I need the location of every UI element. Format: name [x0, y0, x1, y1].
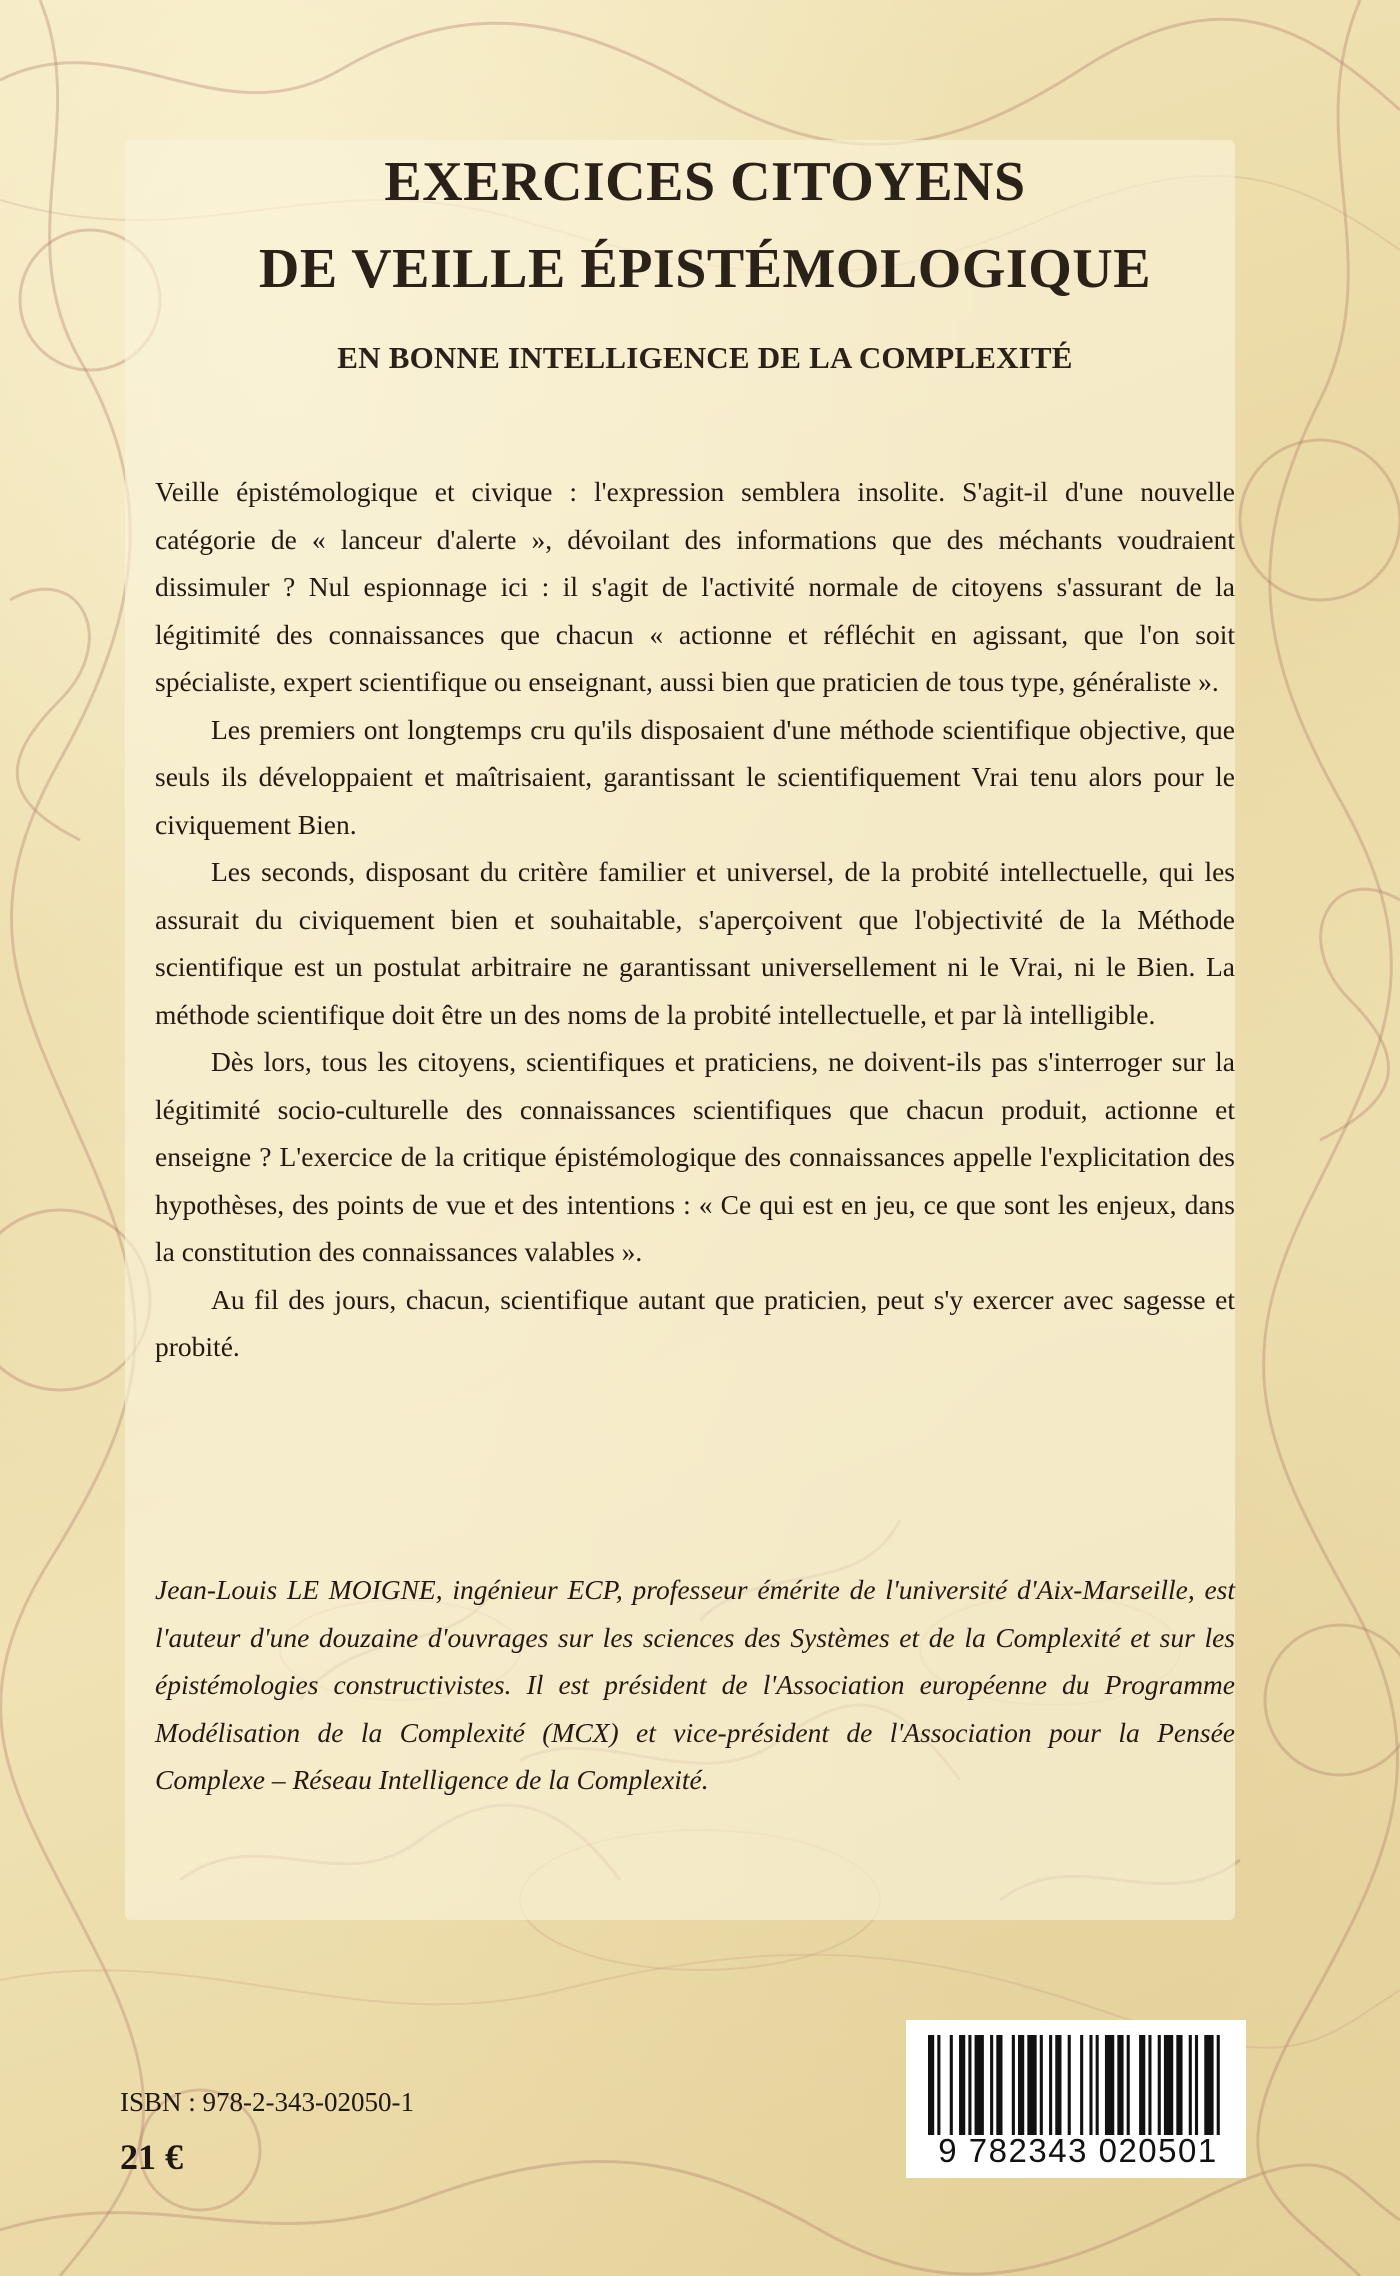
blurb-paragraph: Les seconds, disposant du critère familier et universel, de la probité intellectuelle, qui les assurait du civiquement bien et souhaitable, s'aperçoivent que l'objectivité de la Méthode scientifique est un postulat arbitraire ne garantissant universellement ni le Vrai, ni le Bien. La méthode scientifique doit être un des noms de la probité intellectuelle, et par là intelligible. [155, 856, 1235, 1030]
barcode-bar [1164, 2035, 1173, 2135]
barcode-bar [928, 2035, 934, 2135]
barcode-bar [1117, 2035, 1123, 2135]
book-title-line-1: EXERCICES CITOYENS [384, 151, 1026, 213]
barcode-bar [1027, 2035, 1036, 2135]
barcode-bar [1089, 2035, 1092, 2135]
price-label: 21 € [120, 2137, 183, 2177]
barcode-bar [1040, 2035, 1043, 2135]
barcode-bar [1080, 2035, 1083, 2135]
barcode-bar [1195, 2035, 1198, 2135]
blurb-paragraph: Dès lors, tous les citoyens, scientifiques et praticiens, ne doivent-ils pas s'interroger sur la légitimité socio-culturelle des connaissances scientifiques que chacun produit, actionne et enseigne ? L'exercice de la critique épistémologique des connaissances appelle l'explicitation des hypothèses, des points de vue et des intentions : « Ce qui est en jeu, ce que sont les enjeux, dans la constitution des connaissances valables ». [155, 1046, 1235, 1267]
barcode-bar [1096, 2035, 1099, 2135]
barcode-bar [975, 2035, 984, 2135]
barcode-bar [968, 2035, 971, 2135]
barcode-digits: 9 782343 020501 [938, 2132, 1218, 2169]
barcode-bar [1189, 2035, 1192, 2135]
barcode-bar [959, 2035, 965, 2135]
barcode-bar [1148, 2035, 1151, 2135]
blurb-paragraph: Veille épistémologique et civique : l'expression semblera insolite. S'agit-il d'une nouvelle catégorie de « lanceur d'alerte », dévoilant des informations que des méchants voudraient dissimuler ? Nul espionnage ici : il s'agit de l'activité normale de citoyens s'assurant de la légitimité des connaissances que chacun « actionne et réfléchit en agissant, que l'on soit spécialiste, expert scientifique ou enseignant, aussi bien que praticien de tous type, généraliste ». [155, 476, 1235, 697]
barcode-bar [1204, 2035, 1213, 2135]
barcode-bar [1018, 2035, 1024, 2135]
isbn-label: ISBN : 978-2-343-02050-1 [120, 2087, 414, 2117]
barcode-bar [1049, 2035, 1052, 2135]
blurb-paragraph: Au fil des jours, chacun, scientifique autant que praticien, peut s'y exercer avec sagesse et probité. [155, 1283, 1235, 1362]
barcode [906, 2020, 1246, 2178]
barcode-bar [950, 2035, 953, 2135]
barcode-bar [1055, 2035, 1061, 2135]
book-subtitle: EN BONNE INTELLIGENCE DE LA COMPLEXITÉ [337, 340, 1073, 375]
barcode-bar [937, 2035, 940, 2135]
book-title-line-2: DE VEILLE ÉPISTÉMOLOGIQUE [258, 238, 1152, 300]
blurb-paragraph: Les premiers ont longtemps cru qu'ils disposaient d'une méthode scientifique objective, que seuls ils développaient et maîtrisaient, garantissant le scientifiquement Vrai tenu alors pour le civiquement Bien. [155, 713, 1235, 840]
barcode-bar [1012, 2035, 1015, 2135]
barcode-bar [1105, 2035, 1114, 2135]
barcode-bar [1139, 2035, 1145, 2135]
author-bio: Jean-Louis LE MOIGNE, ingénieur ECP, professeur émérite de l'université d'Aix-Marseille, est l'auteur d'une douzaine d'ouvrages sur les sciences des Systèmes et de la Complexité et sur les épistémologies constructivistes. Il est président de l'Association européenne du Programme Modélisation de la Complexité (MCX) et vice-président de l'Association pour la Pensée Complexe – Réseau Intelligence de la Complexité. [155, 1574, 1235, 1795]
barcode-bar [1127, 2035, 1130, 2135]
barcode-bar [1158, 2035, 1161, 2135]
blurb-text [155, 468, 1235, 1371]
barcode-bars [928, 2035, 1226, 2135]
barcode-bar [996, 2035, 1002, 2135]
barcode-bar [990, 2035, 993, 2135]
barcode-bar [1217, 2035, 1220, 2135]
barcode-bar [1068, 2035, 1071, 2135]
barcode-bar [1176, 2035, 1182, 2135]
